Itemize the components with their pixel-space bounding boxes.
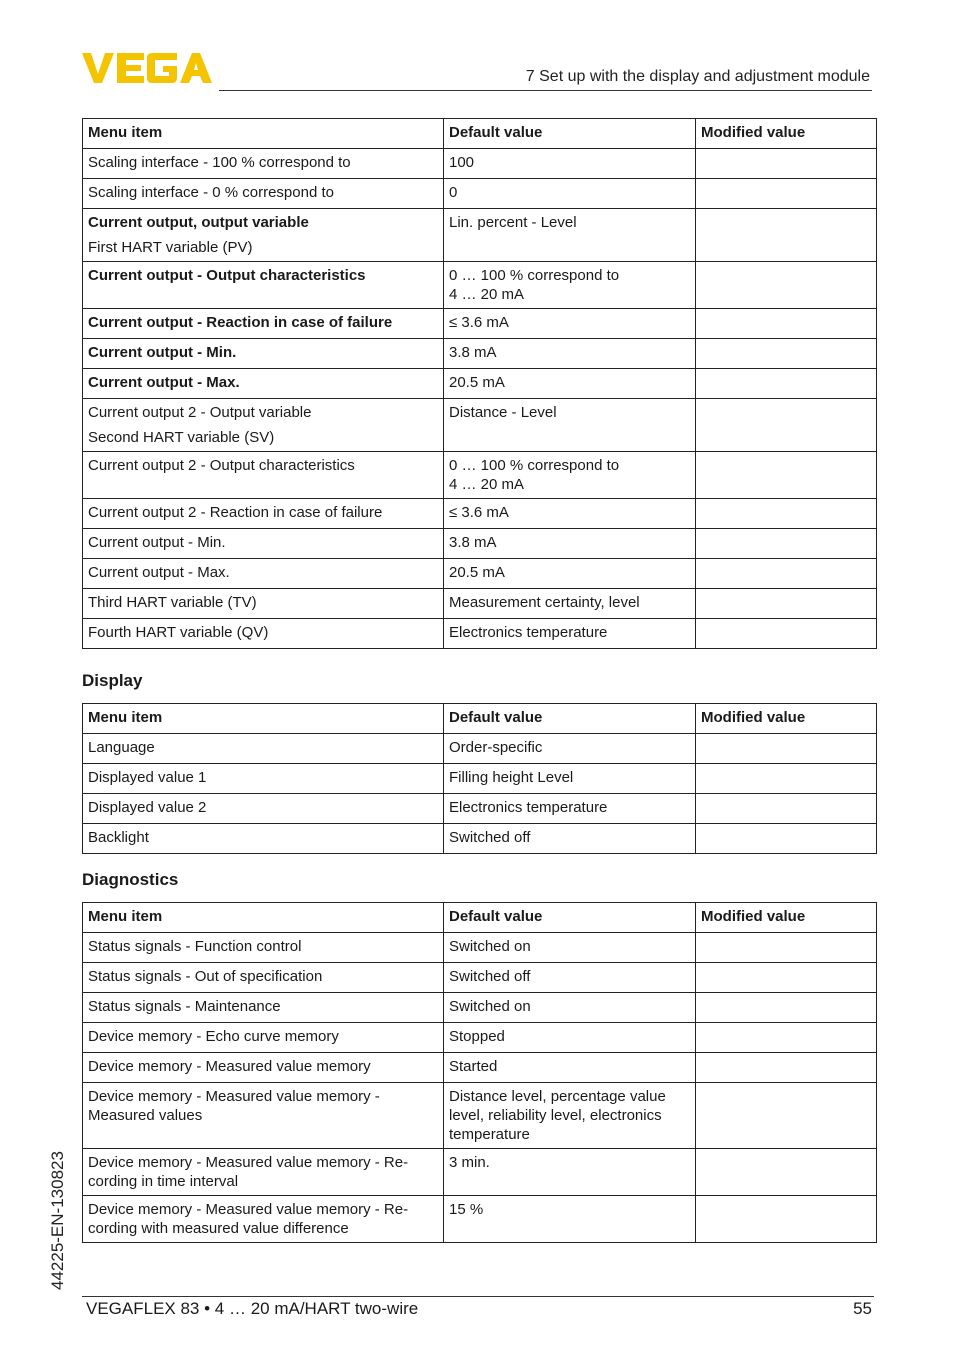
table-row	[83, 149, 877, 179]
cell-text-line: ≤ 3.6 mA	[449, 504, 509, 521]
cell-text-line: Switched off	[449, 829, 531, 846]
column-header-modified-value: Modified value	[696, 704, 877, 734]
default-value-cell	[444, 452, 696, 499]
cell-text-line: 20.5 mA	[449, 564, 505, 581]
table-row	[83, 619, 877, 649]
table-row	[83, 399, 877, 452]
default-value-cell	[444, 963, 696, 993]
column-header-default-value: Default value	[444, 704, 696, 734]
menu-item-label: Current output 2 - Output characteristics	[88, 457, 355, 474]
column-header-modified-value: Modified value	[696, 119, 877, 149]
cell-text-line: 15 %	[449, 1201, 484, 1218]
display-section-title: Display	[82, 671, 143, 690]
modified-value-cell	[696, 963, 877, 993]
modified-value-cell	[696, 452, 877, 499]
display-table	[82, 703, 877, 854]
default-value-cell	[444, 309, 696, 339]
cell-text-line: 20.5 mA	[449, 374, 505, 391]
cell-text-line: temperature	[449, 1126, 530, 1143]
modified-value-cell	[696, 1196, 877, 1243]
menu-item-label: Current output 2 - Reaction in case of failure	[88, 504, 383, 521]
menu-item-label: Scaling interface - 100 % correspond to	[88, 154, 351, 171]
cell-text-line: Electronics temperature	[449, 799, 608, 816]
default-value-cell	[444, 339, 696, 369]
table-row	[83, 529, 877, 559]
menu-item-cell	[83, 1053, 444, 1083]
modified-value-cell	[696, 499, 877, 529]
modified-value-cell	[696, 149, 877, 179]
column-header-menu-item: Menu item	[83, 119, 444, 149]
modified-value-cell	[696, 1149, 877, 1196]
diagnostics-section-title: Diagnostics	[82, 870, 179, 889]
modified-value-cell	[696, 1023, 877, 1053]
default-value-cell	[444, 559, 696, 589]
document-code: 44225-EN-130823	[48, 1151, 67, 1290]
default-value-cell	[444, 589, 696, 619]
table-row	[83, 794, 877, 824]
modified-value-cell	[696, 309, 877, 339]
modified-value-cell	[696, 559, 877, 589]
modified-value-cell	[696, 399, 877, 452]
cell-text-line: 0 … 100 % correspond to	[449, 457, 620, 474]
menu-item-cell	[83, 452, 444, 499]
default-value-cell	[444, 619, 696, 649]
menu-item-cell: Language	[83, 734, 444, 764]
menu-item-cell	[83, 499, 444, 529]
menu-item-cell	[83, 399, 444, 452]
menu-item-cell	[83, 963, 444, 993]
menu-item-label: Current output - Max.	[88, 564, 230, 581]
modified-value-cell	[696, 824, 877, 854]
column-header-default-value: Default value	[444, 119, 696, 149]
default-value-cell	[444, 1083, 696, 1149]
diagnostics-table	[82, 902, 877, 1243]
column-header-menu-item: Menu item	[83, 704, 444, 734]
modified-value-cell	[696, 619, 877, 649]
cell-text-line: Order-specific	[449, 739, 543, 756]
modified-value-cell	[696, 589, 877, 619]
cell-text-line: 3.8 mA	[449, 344, 497, 361]
cell-text-line: Started	[449, 1058, 498, 1075]
menu-item-label: Current output - Reaction in case of failure	[88, 314, 393, 331]
menu-item-cell	[83, 619, 444, 649]
default-value-cell	[444, 149, 696, 179]
cell-text-line: cording with measured value difference	[88, 1220, 349, 1237]
table-row	[83, 1053, 877, 1083]
menu-item-cell: Backlight	[83, 824, 444, 854]
menu-item-cell	[83, 1196, 444, 1243]
footer-divider	[82, 1296, 874, 1297]
menu-item-label: Current output 2 - Output variable	[88, 404, 312, 421]
menu-item-cell: Displayed value 2	[83, 794, 444, 824]
modified-value-cell	[696, 993, 877, 1023]
current-output-table	[82, 118, 877, 649]
cell-text-line: Switched on	[449, 998, 531, 1015]
menu-item-label: Current output, output variable	[88, 214, 309, 231]
default-value-cell	[444, 993, 696, 1023]
column-header-menu-item: Menu item	[83, 903, 444, 933]
menu-item-cell	[83, 309, 444, 339]
cell-text-line: Device memory - Measured value memory -	[88, 1088, 380, 1105]
cell-text-line: Measured values	[88, 1107, 203, 1124]
table-row	[83, 209, 877, 262]
menu-item-cell	[83, 589, 444, 619]
cell-text-line: Status signals - Function control	[88, 938, 302, 955]
modified-value-cell	[696, 734, 877, 764]
table-row	[83, 993, 877, 1023]
cell-text-line: ≤ 3.6 mA	[449, 314, 509, 331]
default-value-cell	[444, 933, 696, 963]
cell-text-line: Device memory - Echo curve memory	[88, 1028, 339, 1045]
modified-value-cell	[696, 209, 877, 262]
modified-value-cell	[696, 529, 877, 559]
menu-item-cell: Displayed value 1	[83, 764, 444, 794]
menu-item-cell	[83, 209, 444, 262]
default-value-cell	[444, 1053, 696, 1083]
table-header-row	[83, 119, 877, 149]
cell-text-line: Switched off	[449, 968, 531, 985]
default-value-cell	[444, 369, 696, 399]
footer-product-title: VEGAFLEX 83 • 4 … 20 mA/HART two-wire	[86, 1299, 419, 1318]
cell-text-line: Switched on	[449, 938, 531, 955]
menu-item-cell	[83, 149, 444, 179]
menu-item-label: Current output - Output characteristics	[88, 267, 366, 284]
table-row	[83, 764, 877, 794]
column-header-default-value: Default value	[444, 903, 696, 933]
table-header-row	[83, 903, 877, 933]
default-value-cell	[444, 499, 696, 529]
menu-item-cell	[83, 529, 444, 559]
table-row	[83, 339, 877, 369]
cell-text-line: level, reliability level, electronics	[449, 1107, 662, 1124]
table-row	[83, 963, 877, 993]
default-value-cell	[444, 794, 696, 824]
menu-item-cell	[83, 1149, 444, 1196]
header-divider	[219, 90, 872, 91]
table-row	[83, 1023, 877, 1053]
menu-item-sublabel: Second HART variable (SV)	[88, 429, 275, 446]
default-value-cell	[444, 209, 696, 262]
default-value-cell	[444, 824, 696, 854]
table-row	[83, 179, 877, 209]
menu-item-cell	[83, 262, 444, 309]
cell-text-line: 100	[449, 154, 475, 171]
cell-text-line: Status signals - Out of specification	[88, 968, 323, 985]
table-row	[83, 309, 877, 339]
menu-item-cell	[83, 1083, 444, 1149]
default-value-cell	[444, 1196, 696, 1243]
modified-value-cell	[696, 1053, 877, 1083]
modified-value-cell	[696, 369, 877, 399]
modified-value-cell	[696, 933, 877, 963]
cell-text-line: 4 … 20 mA	[449, 286, 525, 303]
cell-text-line: 0 … 100 % correspond to	[449, 267, 620, 284]
menu-item-cell	[83, 179, 444, 209]
default-value-cell	[444, 529, 696, 559]
table-row	[83, 589, 877, 619]
modified-value-cell	[696, 179, 877, 209]
menu-item-label: Current output - Max.	[88, 374, 240, 391]
table-row	[83, 933, 877, 963]
default-value-cell	[444, 262, 696, 309]
cell-text-line: Filling height Level	[449, 769, 574, 786]
modified-value-cell	[696, 794, 877, 824]
cell-text-line: Electronics temperature	[449, 624, 608, 641]
table-row	[83, 1196, 877, 1243]
cell-text-line: 3.8 mA	[449, 534, 497, 551]
default-value-cell	[444, 734, 696, 764]
table-row	[83, 262, 877, 309]
table-row	[83, 1083, 877, 1149]
chapter-title: 7 Set up with the display and adjustment module	[525, 68, 870, 85]
table-row	[83, 1149, 877, 1196]
menu-item-cell	[83, 933, 444, 963]
menu-item-label: Current output - Min.	[88, 344, 237, 361]
default-value-cell	[444, 399, 696, 452]
cell-text-line: cording in time interval	[88, 1173, 239, 1190]
table-row	[83, 559, 877, 589]
cell-text-line: Distance level, percentage value	[449, 1088, 666, 1105]
table-header-row	[83, 704, 877, 734]
default-value-cell	[444, 1149, 696, 1196]
cell-text-line: Device memory - Measured value memory	[88, 1058, 371, 1075]
cell-text-line: Device memory - Measured value memory - Re-	[88, 1154, 409, 1171]
column-header-modified-value: Modified value	[696, 903, 877, 933]
cell-text-line: 0	[449, 184, 458, 201]
menu-item-label: Fourth HART variable (QV)	[88, 624, 269, 641]
table-row	[83, 824, 877, 854]
menu-item-cell	[83, 1023, 444, 1053]
default-value-cell	[444, 764, 696, 794]
default-value-cell	[444, 1023, 696, 1053]
modified-value-cell	[696, 1083, 877, 1149]
table-row	[83, 734, 877, 764]
modified-value-cell	[696, 764, 877, 794]
menu-item-label: Scaling interface - 0 % correspond to	[88, 184, 334, 201]
cell-text-line: Stopped	[449, 1028, 505, 1045]
table-row	[83, 452, 877, 499]
vega-logo	[82, 52, 212, 84]
menu-item-sublabel: First HART variable (PV)	[88, 239, 253, 256]
cell-text-line: Measurement certainty, level	[449, 594, 640, 611]
modified-value-cell	[696, 339, 877, 369]
modified-value-cell	[696, 262, 877, 309]
cell-text-line: Distance - Level	[449, 404, 557, 421]
table-row	[83, 369, 877, 399]
page-number: 55	[853, 1299, 872, 1318]
menu-item-label: Current output - Min.	[88, 534, 226, 551]
default-value-cell	[444, 179, 696, 209]
menu-item-cell	[83, 993, 444, 1023]
table-row	[83, 499, 877, 529]
cell-text-line: Status signals - Maintenance	[88, 998, 281, 1015]
menu-item-cell	[83, 559, 444, 589]
menu-item-label: Third HART variable (TV)	[88, 594, 257, 611]
cell-text-line: Lin. percent - Level	[449, 214, 577, 231]
menu-item-cell	[83, 369, 444, 399]
cell-text-line: 4 … 20 mA	[449, 476, 525, 493]
cell-text-line: 3 min.	[449, 1154, 490, 1171]
cell-text-line: Device memory - Measured value memory - Re-	[88, 1201, 409, 1218]
menu-item-cell	[83, 339, 444, 369]
